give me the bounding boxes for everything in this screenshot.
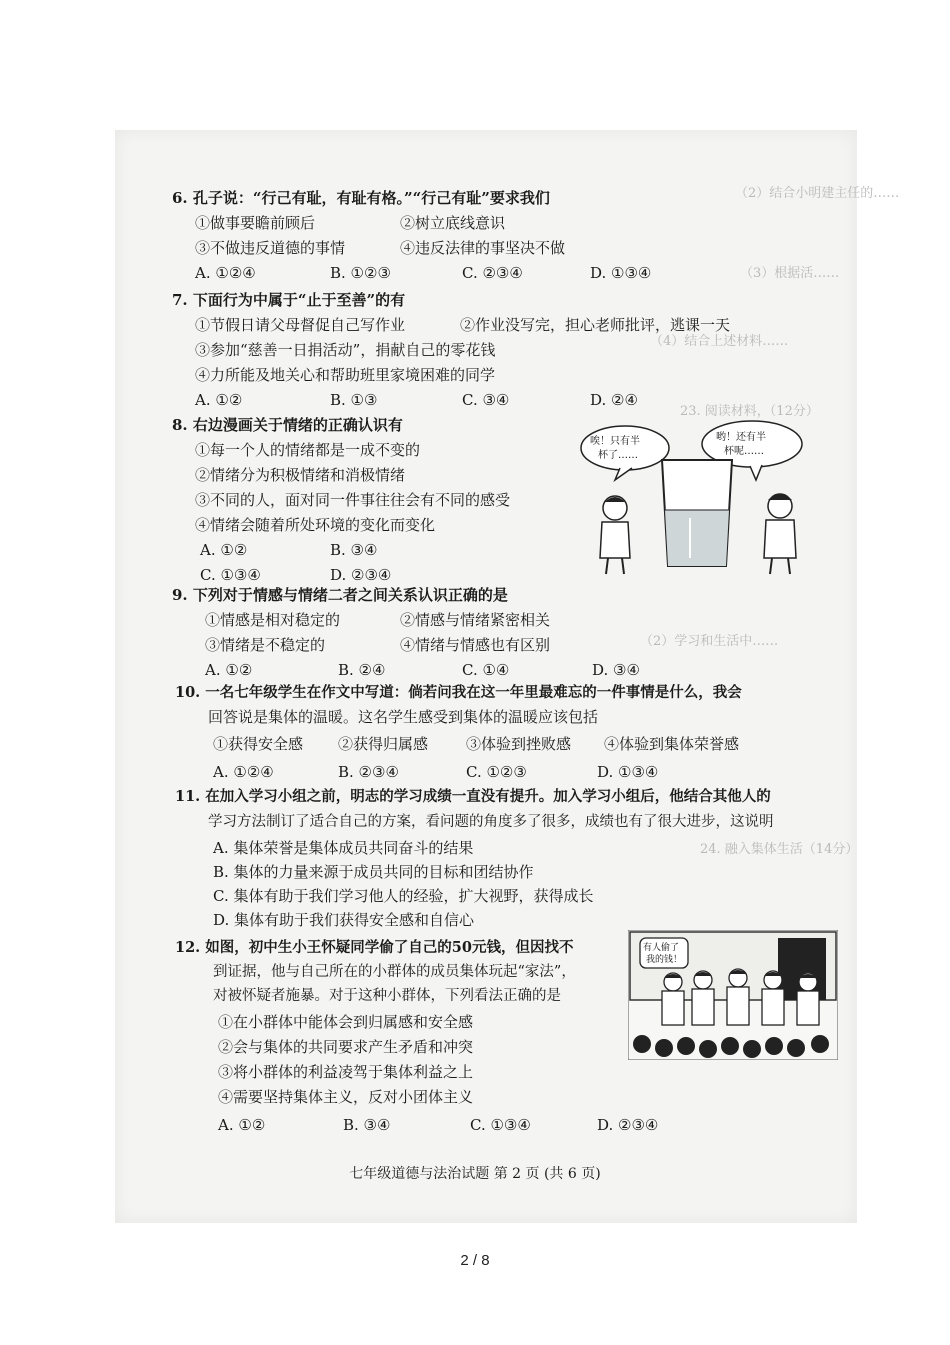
q12-option-b[interactable]: B. ③④: [343, 1116, 391, 1134]
q7-item-2: ②作业没写完，担心老师批评，逃课一天: [460, 316, 731, 334]
q7-option-d[interactable]: D. ②④: [590, 391, 638, 409]
cartoon-sign: 有人偷了: [643, 943, 680, 953]
q10-option-a[interactable]: A. ①②④: [213, 763, 274, 781]
q8-stem: 8. 右边漫画关于情绪的正确认识有: [172, 416, 403, 434]
q9-option-a[interactable]: A. ①②: [205, 661, 253, 679]
q9-item-1: ①情感是相对稳定的: [205, 611, 341, 629]
small-group-cartoon: [628, 930, 838, 1060]
q12-option-d[interactable]: D. ②③④: [597, 1116, 659, 1134]
q10-item-4: ④体验到集体荣誉感: [604, 735, 740, 753]
q10-option-d[interactable]: D. ①③④: [597, 763, 659, 781]
q6-item-1: ①做事要瞻前顾后: [195, 214, 316, 232]
q7-item-4: ④力所能及地关心和帮助班里家境困难的同学: [195, 366, 496, 384]
q12-item-1: ①在小群体中能体会到归属感和安全感: [218, 1013, 474, 1031]
q11-stem-line-2: 学习方法制订了适合自己的方案，看问题的角度多了很多，成绩也有了很大进步，这说明: [208, 814, 774, 830]
q8-option-c[interactable]: C. ①③④: [200, 566, 261, 584]
bleed-through-text: 23. 阅读材料，（12分）: [680, 404, 819, 419]
bleed-through-text: （4）结合上述材料……: [650, 334, 789, 349]
q12-stem-line-1: 12. 如图，初中生小王怀疑同学偷了自己的50元钱，但因找不: [175, 939, 574, 956]
q11-option-b[interactable]: B. 集体的力量来源于成员共同的目标和团结协作: [213, 863, 534, 881]
q8-option-a[interactable]: A. ①②: [200, 541, 248, 559]
q10-stem-line-2: 回答说是集体的温暖。这名学生感受到集体的温暖应该包括: [208, 708, 599, 726]
q9-item-2: ②情感与情绪紧密相关: [400, 611, 551, 629]
q6-option-c[interactable]: C. ②③④: [462, 264, 523, 282]
q7-option-a[interactable]: A. ①②: [195, 391, 243, 409]
q9-option-c[interactable]: C. ①④: [462, 661, 510, 679]
q9-option-d[interactable]: D. ③④: [592, 661, 640, 679]
q10-item-2: ②获得归属感: [338, 735, 429, 753]
right-speech-bubble: 哟！还有半: [716, 432, 766, 443]
svg-text:杯了……: 杯了……: [598, 450, 638, 461]
q7-option-b[interactable]: B. ①③: [330, 391, 378, 409]
q10-option-c[interactable]: C. ①②③: [466, 763, 527, 781]
q12-stem-line-3: 对被怀疑者施暴。对于这种小群体，下列看法正确的是: [213, 988, 561, 1004]
q8-item-4: ④情绪会随着所处环境的变化而变化: [195, 516, 436, 534]
bleed-through-text: （2）学习和生活中……: [640, 634, 779, 649]
q8-option-b[interactable]: B. ③④: [330, 541, 378, 559]
svg-text:我的钱！: 我的钱！: [646, 955, 683, 965]
q11-option-c[interactable]: C. 集体有助于我们学习他人的经验，扩大视野，获得成长: [213, 887, 594, 905]
q6-option-a[interactable]: A. ①②④: [195, 264, 256, 282]
q11-option-a[interactable]: A. 集体荣誉是集体成员共同奋斗的结果: [213, 839, 474, 857]
q12-option-a[interactable]: A. ①②: [218, 1116, 266, 1134]
bleed-through-text: （2）结合小明建主任的……: [735, 186, 900, 201]
q12-option-c[interactable]: C. ①③④: [470, 1116, 531, 1134]
q8-item-1: ①每一个人的情绪都是一成不变的: [195, 441, 421, 459]
q6-option-b[interactable]: B. ①②③: [330, 264, 391, 282]
q9-item-4: ④情绪与情感也有区别: [400, 636, 551, 654]
q9-stem: 9. 下列对于情感与情绪二者之间关系认识正确的是: [172, 586, 508, 604]
q12-item-4: ④需要坚持集体主义，反对小团体主义: [218, 1088, 474, 1106]
q7-item-1: ①节假日请父母督促自己写作业: [195, 316, 406, 334]
q7-item-3: ③参加“慈善一日捐活动”，捐献自己的零花钱: [195, 341, 496, 359]
q9-option-b[interactable]: B. ②④: [338, 661, 386, 679]
q7-stem: 7. 下面行为中属于“止于至善”的有: [172, 291, 406, 309]
q11-stem-line-1: 11. 在加入学习小组之前，明志的学习成绩一直没有提升。加入学习小组后，他结合其他人的: [175, 788, 771, 805]
q10-item-1: ①获得安全感: [213, 735, 304, 753]
q7-option-c[interactable]: C. ③④: [462, 391, 510, 409]
q8-item-2: ②情绪分为积极情绪和消极情绪: [195, 466, 406, 484]
q6-item-2: ②树立底线意识: [400, 214, 506, 232]
q9-item-3: ③情绪是不稳定的: [205, 636, 326, 654]
q10-item-3: ③体验到挫败感: [466, 735, 572, 753]
q12-item-3: ③将小群体的利益凌驾于集体利益之上: [218, 1063, 474, 1081]
q6-option-d[interactable]: D. ①③④: [590, 264, 652, 282]
q6-stem: 6. 孔子说：“行己有耻，有耻有格。”“行己有耻”要求我们: [172, 189, 550, 207]
q6-item-4: ④违反法律的事坚决不做: [400, 239, 566, 257]
svg-text:杯呢……: 杯呢……: [724, 446, 764, 457]
left-speech-bubble: 唉！只有半: [590, 436, 640, 447]
q10-option-b[interactable]: B. ②③④: [338, 763, 399, 781]
q8-item-3: ③不同的人，面对同一件事往往会有不同的感受: [195, 491, 511, 509]
bleed-through-text: 24. 融入集体生活（14分）: [700, 842, 859, 857]
half-glass-cartoon: [580, 418, 820, 578]
q8-option-d[interactable]: D. ②③④: [330, 566, 392, 584]
bleed-through-text: （3）根据活……: [740, 266, 840, 281]
page-number: 2 / 8: [460, 1252, 490, 1269]
page-footer: 七年级道德与法治试题 第 2 页 (共 6 页): [349, 1166, 601, 1182]
q6-item-3: ③不做违反道德的事情: [195, 239, 346, 257]
q10-stem-line-1: 10. 一名七年级学生在作文中写道：倘若问我在这一年里最难忘的一件事情是什么，我会: [175, 684, 742, 701]
q12-item-2: ②会与集体的共同要求产生矛盾和冲突: [218, 1038, 474, 1056]
q12-stem-line-2: 到证据，他与自己所在的小群体的成员集体玩起“家法”，: [213, 964, 576, 980]
q11-option-d[interactable]: D. 集体有助于我们获得安全感和自信心: [213, 911, 475, 929]
